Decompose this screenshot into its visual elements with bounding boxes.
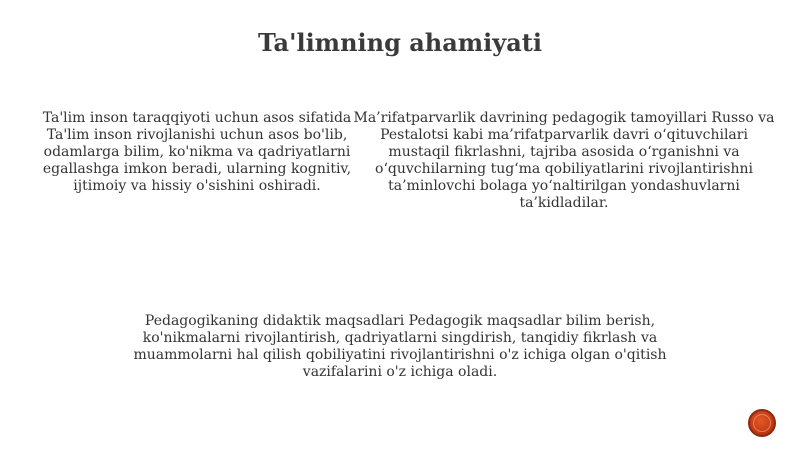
slide-title: Ta'limning ahamiyati xyxy=(257,28,542,57)
bottom-text-block: Pedagogikaning didaktik maqsadlari Pedagogik maqsadlar bilim berish, ko'nikmalarni rivojlantirish, qadriyatlarni singdirish, tanqidiy fikrlash va muammolarni hal qilish qobiliyatini rivojlantirishni o'z ichiga olgan o'qitish vazifalarini o'z ichiga oladi. xyxy=(133,313,667,380)
right-text-block: Ma’rifatparvarlik davrining pedagogik tamoyillari Russo va Pestalotsi kabi ma’rifatparvarlik davri o‘qituvchilari mustaqil fikrlashni, tajriba asosida o‘rganishni va o‘quvchilarning tug‘ma qobiliyatlarini rivojlantirishni ta’minlovchi bolaga yo‘naltirilgan yondashuvlarni ta’kidladilar. xyxy=(353,110,775,211)
next-slide-circle-icon[interactable] xyxy=(748,409,776,437)
left-text-block: Ta'lim inson taraqqiyoti uchun asos sifatida Ta'lim inson rivojlanishi uchun asos bo'lib, odamlarga bilim, ko'nikma va qadriyatlarni egallashga imkon beradi, ularning kognitiv, ijtimoiy va hissiy o'sishini oshiradi. xyxy=(42,110,352,194)
